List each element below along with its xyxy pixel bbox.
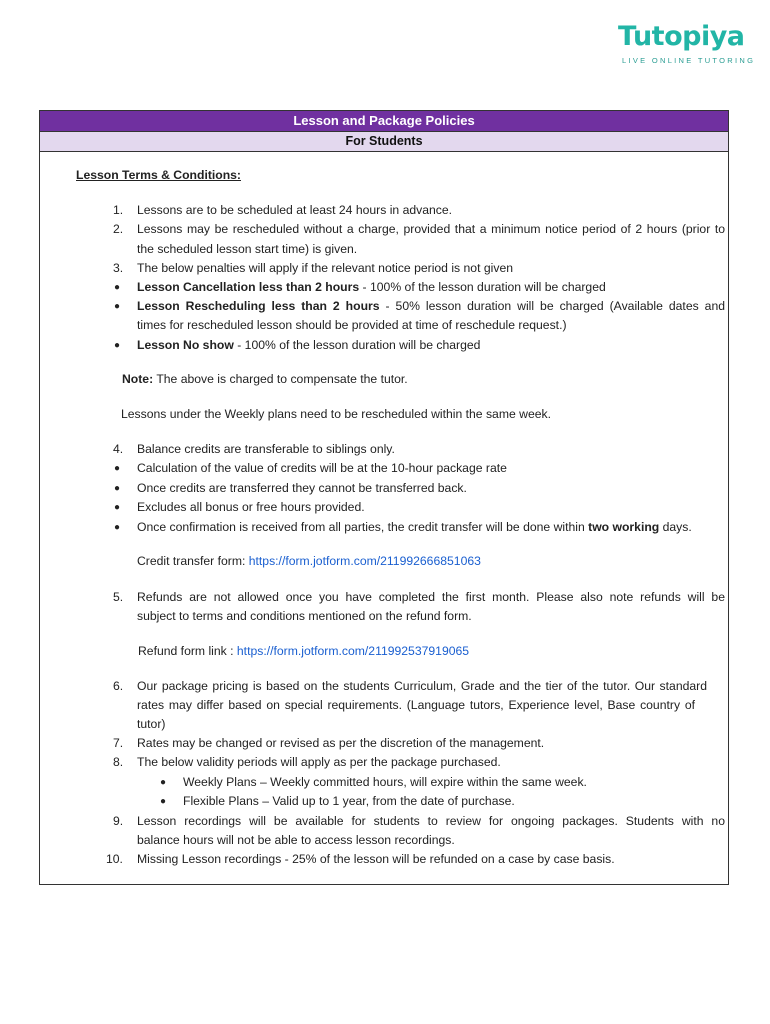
list-marker: 10.: [106, 852, 123, 866]
list-item-continuation: tutor): [137, 717, 166, 731]
credit-transfer-link[interactable]: https://form.jotform.com/211992666851063: [248, 554, 481, 568]
list-item: Excludes all bonus or free hours provided.: [137, 500, 365, 514]
bullet-marker: ●: [114, 463, 121, 474]
transfer-text: Once confirmation is received from all parties, the credit transfer will be done within: [137, 520, 589, 534]
list-marker: 4.: [113, 442, 124, 456]
note-text: The above is charged to compensate the tutor.: [153, 372, 408, 386]
list-marker: 7.: [113, 736, 124, 750]
penalty-text: - 100% of the lesson duration will be charged: [233, 338, 481, 352]
penalty-text: - 100% of the lesson duration will be charged: [359, 280, 606, 294]
list-item-continuation: rates may differ based on special requirements. (Language tutors, Experience level, Base country of: [137, 698, 695, 712]
sub-bullet-marker: ●: [160, 777, 167, 788]
logo-tagline: LIVE ONLINE TUTORING: [622, 56, 756, 65]
section-heading: Lesson Terms & Conditions:: [76, 168, 241, 182]
note: [122, 370, 408, 389]
penalty-text: - 50% lesson duration will be charged (Available dates and: [379, 299, 725, 313]
list-item-continuation: balance hours will not be able to access lesson recordings.: [137, 833, 455, 847]
list-marker: 6.: [113, 679, 124, 693]
page-title: Lesson and Package Policies: [40, 111, 728, 132]
list-item: Our package pricing is based on the students Curriculum, Grade and the tier of the tutor. Our standard: [137, 679, 707, 693]
policy-table: [39, 110, 729, 885]
bullet-marker: ●: [114, 282, 121, 293]
bullet-marker: ●: [114, 502, 121, 513]
sub-bullet-marker: ●: [160, 796, 167, 807]
list-item-continuation: subject to terms and conditions mentioned on the refund form.: [137, 609, 472, 623]
bullet-marker: ●: [114, 522, 121, 533]
note-label: Note:: [122, 372, 154, 386]
logo-wordmark: Tutopiya: [618, 21, 745, 52]
list-item: Balance credits are transferable to siblings only.: [137, 442, 395, 456]
list-marker: 3.: [113, 261, 124, 275]
list-item: The below validity periods will apply as per the package purchased.: [137, 755, 501, 769]
bullet-marker: ●: [114, 340, 121, 351]
transfer-days-bold: two working: [588, 520, 660, 534]
penalty-label: Lesson Rescheduling less than 2 hours: [137, 299, 380, 313]
list-marker: 1.: [113, 203, 124, 217]
credit-transfer-label: Credit transfer form:: [137, 554, 249, 568]
tutopiya-logo: [618, 21, 756, 68]
list-marker: 9.: [113, 814, 124, 828]
sub-list-item: Weekly Plans – Weekly committed hours, will expire within the same week.: [183, 775, 587, 789]
list-item: Rates may be changed or revised as per the discretion of the management.: [137, 736, 545, 750]
sub-list-item: Flexible Plans – Valid up to 1 year, from the date of purchase.: [183, 794, 515, 808]
list-item-continuation: times for rescheduled lesson should be provided at time of reschedule request.): [137, 318, 567, 332]
transfer-text-end: days.: [659, 520, 692, 534]
weekly-note: Lessons under the Weekly plans need to be rescheduled within the same week.: [121, 407, 551, 421]
list-item: [137, 518, 692, 537]
list-item: [137, 297, 725, 316]
list-item-continuation: the scheduled lesson start time) is given.: [137, 242, 358, 256]
credit-transfer-line: [137, 552, 481, 571]
list-item: [137, 278, 606, 297]
bullet-marker: ●: [114, 301, 121, 312]
list-item: The below penalties will apply if the relevant notice period is not given: [137, 261, 513, 275]
refund-form-line: [138, 642, 469, 661]
list-item: Refunds are not allowed once you have completed the first month. Please also note refunds will be: [137, 590, 725, 604]
refund-form-label: Refund form link :: [138, 644, 237, 658]
list-marker: 5.: [113, 590, 124, 604]
list-item: Missing Lesson recordings - 25% of the lesson will be refunded on a case by case basis.: [137, 852, 615, 866]
list-marker: 8.: [113, 755, 124, 769]
penalty-label: Lesson No show: [137, 338, 234, 352]
bullet-marker: ●: [114, 483, 121, 494]
refund-form-link[interactable]: https://form.jotform.com/211992537919065: [236, 644, 470, 658]
list-item: Lessons may be rescheduled without a charge, provided that a minimum notice period of 2 hours (prior to: [137, 222, 725, 236]
list-item: Calculation of the value of credits will be at the 10-hour package rate: [137, 461, 507, 475]
list-item: Once credits are transferred they cannot be transferred back.: [137, 481, 467, 495]
list-marker: 2.: [113, 222, 124, 236]
penalty-label: Lesson Cancellation less than 2 hours: [137, 280, 360, 294]
list-item: Lessons are to be scheduled at least 24 hours in advance.: [137, 203, 453, 217]
list-item: [137, 336, 480, 355]
list-item: Lesson recordings will be available for students to review for ongoing packages. Students with no: [137, 814, 725, 828]
page-subtitle: For Students: [40, 132, 728, 152]
